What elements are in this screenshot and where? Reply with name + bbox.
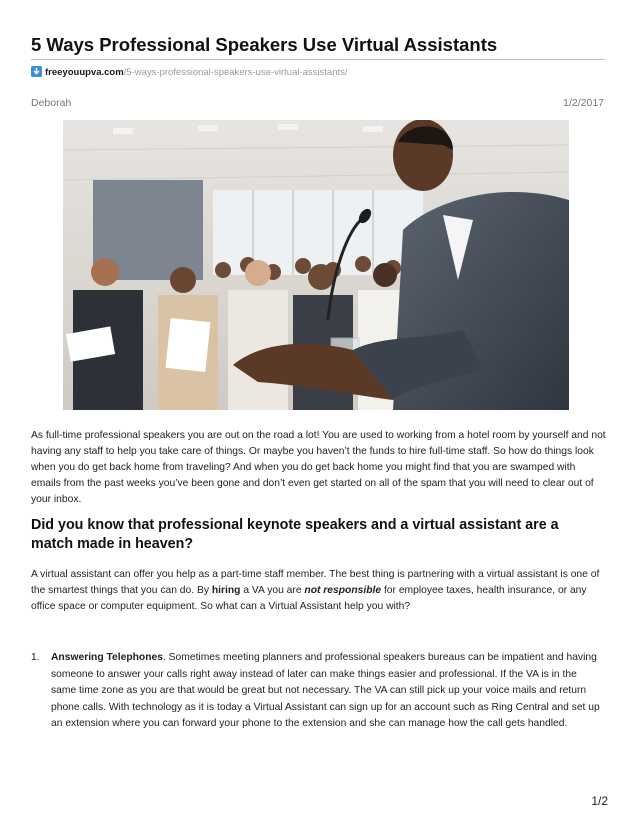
p2-bold-hiring: hiring <box>211 585 241 596</box>
list-item-text: . Sometimes meeting planners and professional speakers bureaus can be impatient and having someone to answer your calls right away instead of later can make things easier and professional. If the VA is in the same time zone as you are that would be great but not necessary. The VA can still pick up your voice mails and return phone calls. With technology as it is today a Virtual Assistant can sign up for an account such as Ring Central and set up an extension where you can forward your phone to the extension and she can manage how the call gets handled. <box>51 652 600 730</box>
p2-bold-italic: not responsible <box>304 585 382 596</box>
list-item-content <box>51 650 603 733</box>
source-domain-link[interactable]: freeyouupva.com <box>45 67 124 78</box>
article-title: 5 Ways Professional Speakers Use Virtual Assistants <box>31 34 498 55</box>
publish-date: 1/2/2017 <box>563 97 604 109</box>
article-photo <box>63 120 569 410</box>
list-item-title: Answering Telephones <box>51 652 163 663</box>
list-item-number: 1. <box>31 652 40 663</box>
section-heading: Did you know that professional keynote speakers and a virtual assistant are a match made in heaven? <box>31 517 559 552</box>
list-item <box>31 650 607 733</box>
source-path[interactable]: /5-ways-professional-speakers-use-virtual-assistants/ <box>123 67 348 78</box>
author-name: Deborah <box>31 97 72 109</box>
body-paragraph <box>31 567 607 615</box>
intro-paragraph: As full-time professional speakers you are out on the road a lot! You are used to working from a hotel room by yourself and not having any staff to help you take care of things. Or maybe you haven’t the funds to hire full-time staff. So how do things look when you do get back home from traveling? And when you do get back home you might find that you are swamped with emails from the past weeks you’ve been gone and don’t even get started on all of the spam that you will need to clear out of your inbox. <box>31 430 606 505</box>
photo-of-speaker-addressing-audience-icon <box>63 120 569 410</box>
site-favicon-icon <box>31 66 42 77</box>
p2-text-1: A virtual assistant can offer you help as a part-time staff member. The best thing is partnering with a virtual assistant is one of the smartest things that you can do. By <box>31 569 600 596</box>
page-number: 1/2 <box>591 794 608 808</box>
title-divider <box>31 59 605 60</box>
source-line <box>31 66 348 79</box>
numbered-list <box>31 650 607 733</box>
p2-text-2: a VA you are <box>240 585 305 596</box>
p2-text-3: for employee taxes, health insurance, or any office space or computer equipment. So what can a Virtual Assistant help you with? <box>31 585 587 612</box>
